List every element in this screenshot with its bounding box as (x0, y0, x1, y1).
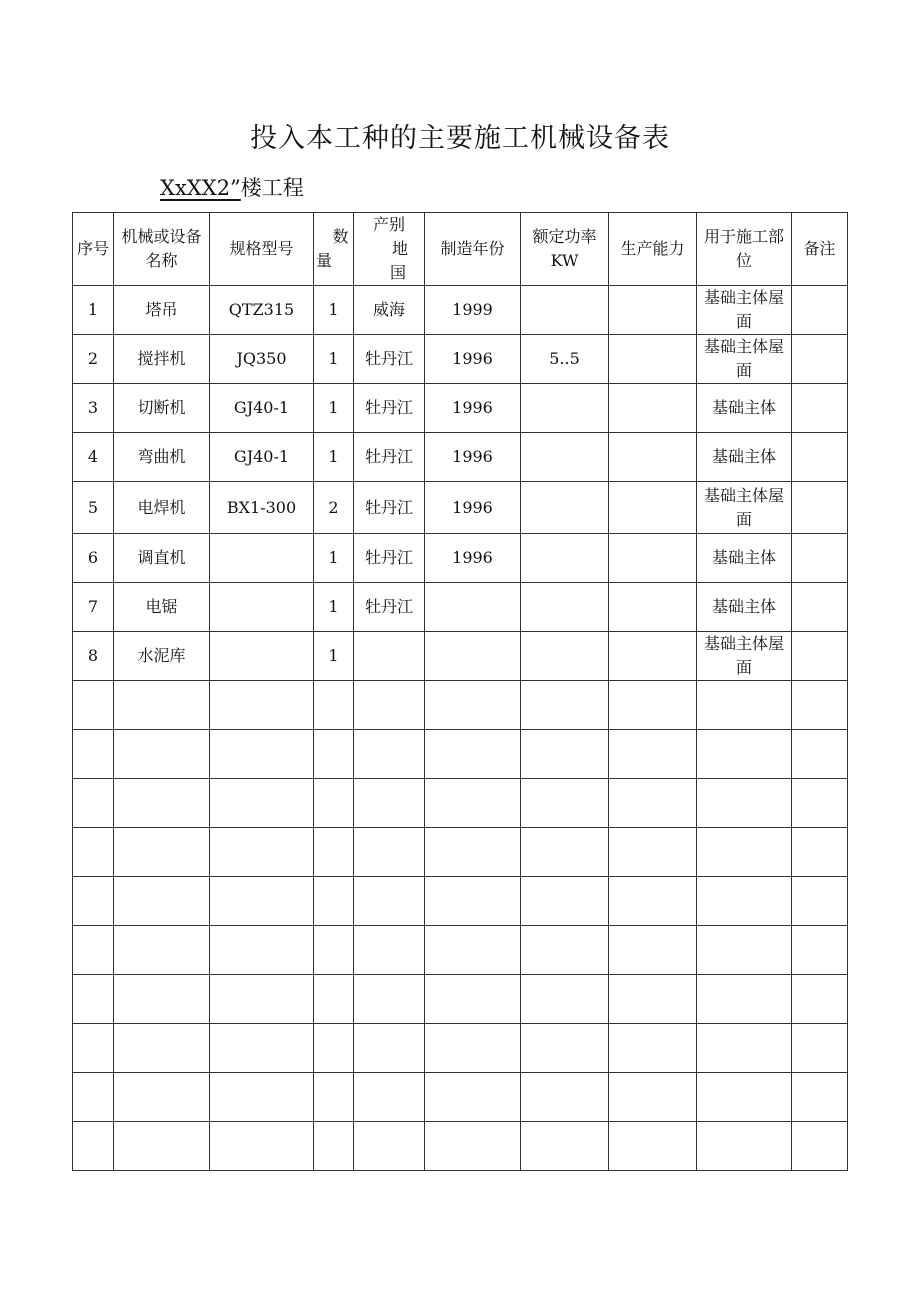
empty-row (73, 828, 848, 877)
empty-row (73, 1073, 848, 1122)
row-capacity (609, 335, 697, 384)
header-model: 规格型号 (210, 213, 314, 286)
row-model (210, 583, 314, 632)
row-capacity (609, 384, 697, 433)
empty-row (73, 926, 848, 975)
empty-cell (792, 681, 848, 730)
empty-cell (354, 1024, 425, 1073)
row-year: 1996 (425, 335, 521, 384)
empty-row (73, 1122, 848, 1171)
row-model: GJ40-1 (210, 384, 314, 433)
empty-cell (354, 877, 425, 926)
row-usage (697, 534, 792, 583)
row-usage-line2: 面 (735, 509, 752, 529)
empty-cell (114, 681, 210, 730)
empty-cell (210, 681, 314, 730)
empty-cell (609, 1073, 697, 1122)
empty-cell (210, 975, 314, 1024)
empty-cell (354, 779, 425, 828)
empty-cell (210, 779, 314, 828)
row-usage-line1: 基础主体 (711, 398, 776, 417)
row-capacity (609, 534, 697, 583)
row-name: 电锯 (114, 583, 210, 632)
empty-cell (314, 828, 354, 877)
empty-cell (114, 1073, 210, 1122)
empty-cell (114, 779, 210, 828)
row-name: 搅拌机 (114, 335, 210, 384)
empty-cell (425, 926, 521, 975)
row-usage-line1: 基础主体 (711, 447, 776, 466)
row-index: 7 (73, 583, 114, 632)
row-power (521, 384, 609, 433)
row-origin: 威海 (354, 286, 425, 335)
empty-cell (314, 779, 354, 828)
table-row (73, 286, 848, 335)
empty-cell (521, 779, 609, 828)
empty-cell (792, 926, 848, 975)
row-year: 1996 (425, 534, 521, 583)
row-power (521, 482, 609, 534)
row-index: 2 (73, 335, 114, 384)
empty-cell (425, 730, 521, 779)
empty-cell (114, 1024, 210, 1073)
empty-cell (73, 1073, 114, 1122)
row-origin: 牡丹江 (354, 433, 425, 482)
empty-cell (425, 1024, 521, 1073)
row-qty: 1 (314, 433, 354, 482)
empty-cell (697, 828, 792, 877)
table-row (73, 384, 848, 433)
header-power-line2: KW (550, 251, 579, 270)
row-index: 3 (73, 384, 114, 433)
row-name: 切断机 (114, 384, 210, 433)
document-title: 投入本工种的主要施工机械设备表 (250, 123, 670, 154)
empty-cell (521, 975, 609, 1024)
row-capacity (609, 286, 697, 335)
row-usage-line1: 基础主体 (711, 597, 776, 616)
project-suffix: 楼工程 (240, 176, 304, 200)
row-index: 4 (73, 433, 114, 482)
header-qty-line2: 量 (316, 251, 333, 270)
empty-cell (521, 1122, 609, 1171)
row-power (521, 583, 609, 632)
empty-cell (73, 1122, 114, 1171)
empty-cell (609, 681, 697, 730)
empty-cell (609, 1024, 697, 1073)
empty-cell (114, 975, 210, 1024)
row-capacity (609, 583, 697, 632)
row-origin: 牡丹江 (354, 384, 425, 433)
row-origin: 牡丹江 (354, 583, 425, 632)
row-power (521, 632, 609, 681)
row-power (521, 286, 609, 335)
empty-cell (521, 926, 609, 975)
row-origin: 牡丹江 (354, 534, 425, 583)
empty-cell (354, 1073, 425, 1122)
header-usage-line1: 用于施工部 (703, 227, 784, 246)
project-prefix: XxXX2” (160, 176, 241, 200)
empty-cell (609, 828, 697, 877)
empty-cell (73, 1024, 114, 1073)
empty-cell (697, 1122, 792, 1171)
header-usage-line2: 位 (735, 251, 752, 270)
table-row (73, 433, 848, 482)
empty-cell (521, 1024, 609, 1073)
row-remarks (792, 632, 848, 681)
row-usage (697, 384, 792, 433)
row-model (210, 632, 314, 681)
empty-cell (210, 1024, 314, 1073)
empty-cell (792, 975, 848, 1024)
empty-cell (210, 730, 314, 779)
header-origin-line2: 地 (391, 239, 408, 258)
empty-cell (354, 926, 425, 975)
row-qty: 1 (314, 583, 354, 632)
header-year: 制造年份 (425, 213, 521, 286)
row-usage-line1: 基础主体屋 (703, 634, 784, 653)
empty-cell (609, 926, 697, 975)
empty-cell (114, 1122, 210, 1171)
row-year: 1999 (425, 286, 521, 335)
empty-cell (114, 730, 210, 779)
empty-cell (210, 828, 314, 877)
row-usage (697, 433, 792, 482)
row-usage (697, 335, 792, 384)
empty-cell (425, 828, 521, 877)
header-power-line1: 额定功率 (532, 227, 597, 246)
table-row (73, 583, 848, 632)
header-name-line2: 名称 (145, 251, 178, 270)
row-model: BX1-300 (210, 482, 314, 534)
header-origin (354, 213, 425, 286)
row-remarks (792, 583, 848, 632)
row-name: 调直机 (114, 534, 210, 583)
equipment-table (72, 212, 848, 1171)
row-origin: 牡丹江 (354, 335, 425, 384)
empty-cell (210, 926, 314, 975)
row-capacity (609, 632, 697, 681)
row-qty: 1 (314, 632, 354, 681)
row-remarks (792, 286, 848, 335)
empty-cell (210, 877, 314, 926)
row-usage-line2: 面 (735, 658, 752, 677)
empty-cell (792, 828, 848, 877)
row-year (425, 632, 521, 681)
empty-row (73, 730, 848, 779)
empty-cell (210, 1073, 314, 1122)
row-index: 5 (73, 482, 114, 534)
header-capacity: 生产能力 (609, 213, 697, 286)
empty-cell (314, 926, 354, 975)
header-power (521, 213, 609, 286)
empty-row (73, 975, 848, 1024)
row-name: 弯曲机 (114, 433, 210, 482)
row-qty: 1 (314, 335, 354, 384)
empty-cell (354, 681, 425, 730)
empty-cell (792, 1024, 848, 1073)
header-origin-line1: 产别 (372, 215, 405, 234)
empty-cell (521, 1073, 609, 1122)
row-power: 5..5 (521, 335, 609, 384)
row-origin (354, 632, 425, 681)
empty-cell (425, 1122, 521, 1171)
row-index: 8 (73, 632, 114, 681)
empty-cell (73, 828, 114, 877)
row-model: JQ350 (210, 335, 314, 384)
row-index: 1 (73, 286, 114, 335)
row-usage (697, 583, 792, 632)
row-qty: 1 (314, 384, 354, 433)
header-name-line1: 机械或设备 (121, 227, 202, 246)
row-remarks (792, 534, 848, 583)
empty-cell (73, 779, 114, 828)
row-model: GJ40-1 (210, 433, 314, 482)
empty-cell (697, 1073, 792, 1122)
row-origin: 牡丹江 (354, 482, 425, 534)
empty-cell (314, 730, 354, 779)
empty-cell (314, 877, 354, 926)
row-power (521, 534, 609, 583)
table-row (73, 482, 848, 534)
empty-cell (697, 730, 792, 779)
empty-cell (609, 975, 697, 1024)
header-usage (697, 213, 792, 286)
row-qty: 2 (314, 482, 354, 534)
row-name: 塔吊 (114, 286, 210, 335)
row-power (521, 433, 609, 482)
empty-cell (354, 828, 425, 877)
empty-row (73, 779, 848, 828)
header-qty (314, 213, 354, 286)
empty-cell (792, 1122, 848, 1171)
empty-cell (609, 1122, 697, 1171)
table-row (73, 534, 848, 583)
header-index: 序号 (73, 213, 114, 286)
project-name (160, 172, 304, 202)
header-row (73, 213, 848, 286)
row-qty: 1 (314, 534, 354, 583)
row-usage (697, 632, 792, 681)
empty-cell (73, 681, 114, 730)
row-remarks (792, 482, 848, 534)
row-name: 水泥库 (114, 632, 210, 681)
table-row (73, 632, 848, 681)
empty-cell (314, 1073, 354, 1122)
empty-cell (354, 975, 425, 1024)
empty-row (73, 1024, 848, 1073)
row-usage-line1: 基础主体屋 (703, 337, 784, 356)
header-origin-line3: 国 (389, 263, 406, 282)
table-row (73, 335, 848, 384)
empty-cell (697, 877, 792, 926)
empty-cell (210, 1122, 314, 1171)
empty-cell (114, 828, 210, 877)
row-remarks (792, 384, 848, 433)
empty-cell (114, 926, 210, 975)
empty-cell (314, 1122, 354, 1171)
empty-cell (354, 730, 425, 779)
empty-cell (792, 730, 848, 779)
empty-cell (521, 681, 609, 730)
empty-cell (521, 877, 609, 926)
empty-cell (609, 779, 697, 828)
row-remarks (792, 433, 848, 482)
row-index: 6 (73, 534, 114, 583)
row-usage-line1: 基础主体屋 (703, 485, 784, 505)
empty-cell (792, 877, 848, 926)
row-year: 1996 (425, 433, 521, 482)
empty-cell (609, 730, 697, 779)
row-usage-line2: 面 (735, 312, 752, 331)
row-usage-line1: 基础主体屋 (703, 288, 784, 307)
empty-cell (73, 975, 114, 1024)
empty-row (73, 681, 848, 730)
header-name (114, 213, 210, 286)
row-year: 1996 (425, 482, 521, 534)
row-usage (697, 286, 792, 335)
empty-cell (697, 1024, 792, 1073)
empty-cell (697, 681, 792, 730)
row-name: 电焊机 (114, 482, 210, 534)
empty-cell (73, 926, 114, 975)
empty-cell (425, 877, 521, 926)
empty-cell (73, 730, 114, 779)
row-capacity (609, 433, 697, 482)
empty-cell (314, 1024, 354, 1073)
empty-cell (354, 1122, 425, 1171)
header-qty-line1: 数 (332, 227, 349, 246)
empty-cell (697, 975, 792, 1024)
empty-cell (314, 975, 354, 1024)
empty-cell (697, 926, 792, 975)
empty-cell (521, 730, 609, 779)
row-capacity (609, 482, 697, 534)
empty-cell (792, 1073, 848, 1122)
empty-cell (792, 779, 848, 828)
row-year: 1996 (425, 384, 521, 433)
row-model (210, 534, 314, 583)
row-model: QTZ315 (210, 286, 314, 335)
empty-cell (425, 1073, 521, 1122)
empty-cell (425, 681, 521, 730)
row-usage-line1: 基础主体 (711, 548, 776, 567)
empty-cell (114, 877, 210, 926)
row-remarks (792, 335, 848, 384)
empty-cell (73, 877, 114, 926)
empty-row (73, 877, 848, 926)
row-qty: 1 (314, 286, 354, 335)
empty-cell (697, 779, 792, 828)
empty-cell (609, 877, 697, 926)
row-usage-line2: 面 (735, 361, 752, 380)
empty-cell (314, 681, 354, 730)
row-year (425, 583, 521, 632)
empty-cell (521, 828, 609, 877)
header-remarks: 备注 (792, 213, 848, 286)
row-usage (697, 482, 792, 534)
empty-cell (425, 779, 521, 828)
empty-cell (425, 975, 521, 1024)
